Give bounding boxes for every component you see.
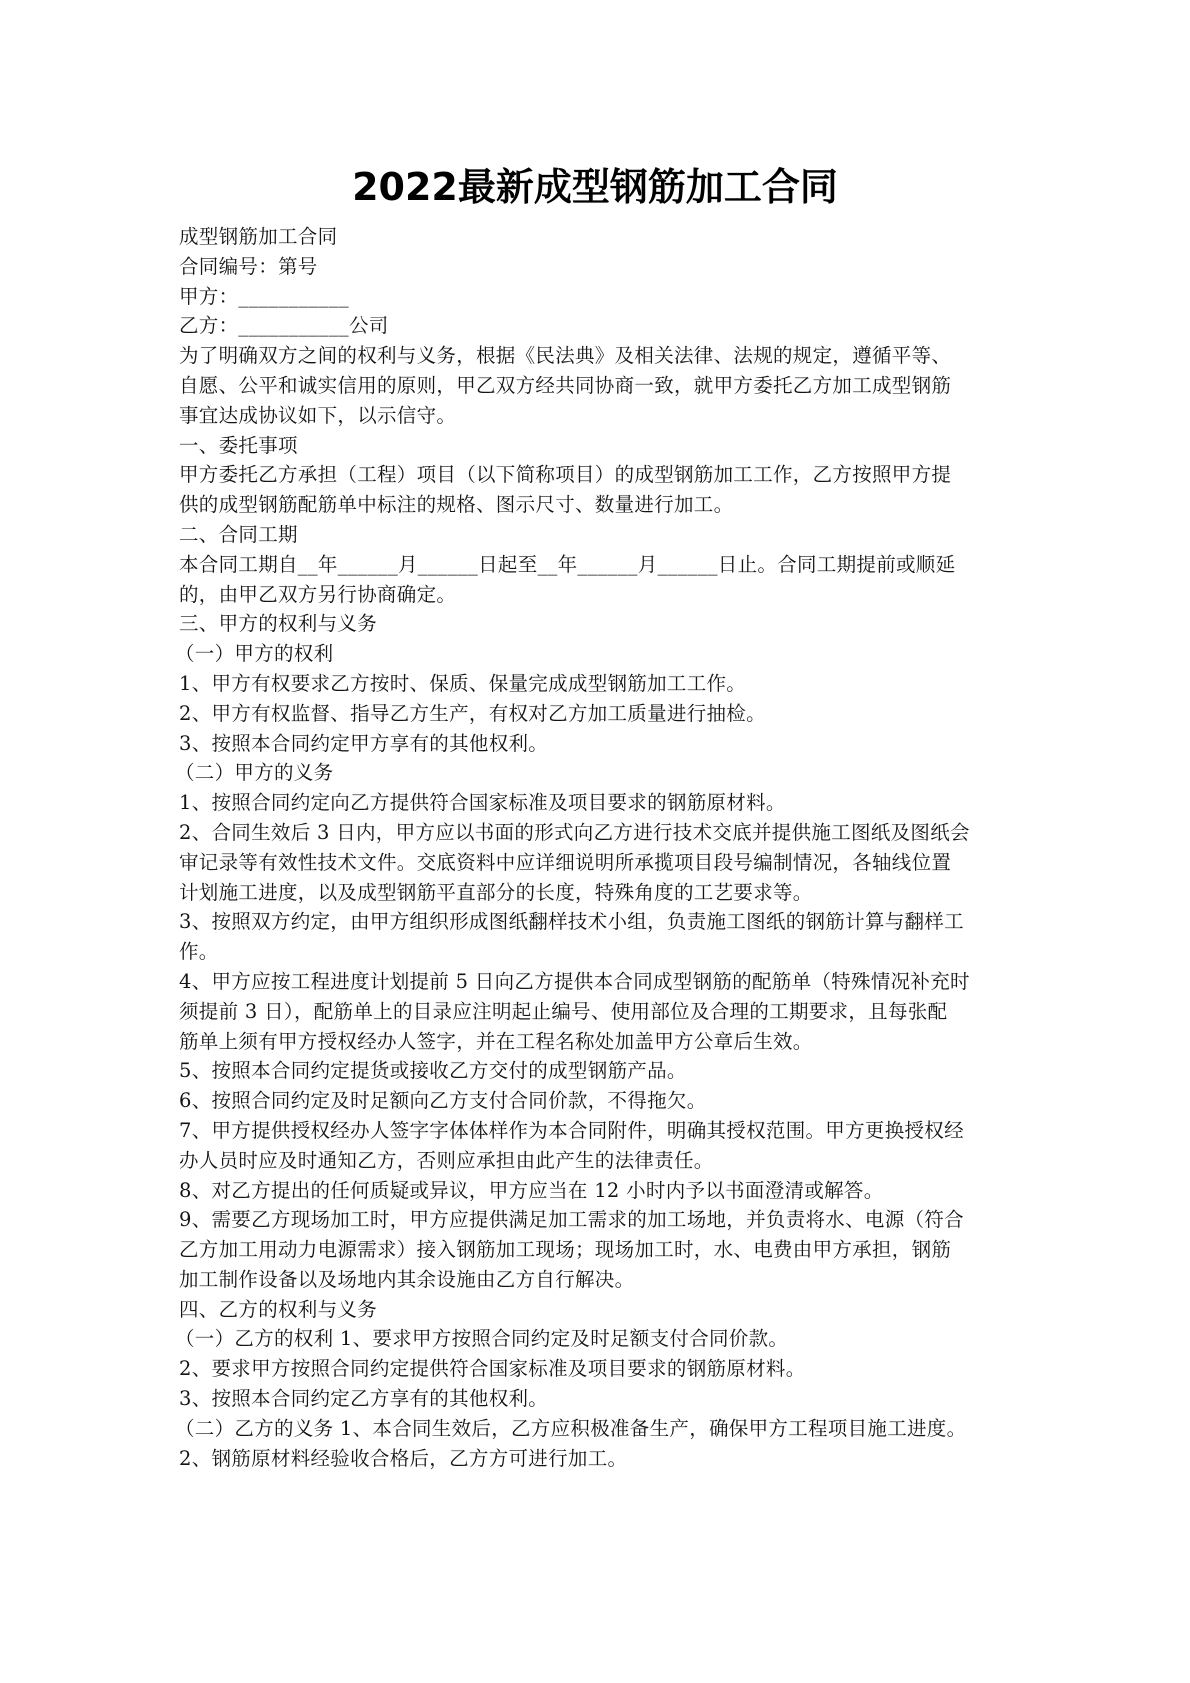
contract-number-line: 合同编号：第号: [179, 254, 318, 278]
preamble-line: 为了明确双方之间的权利与义务，根据《民法典》及相关法律、法规的规定，遵循平等、: [179, 344, 952, 368]
subsection-heading: （一）甲方的权利: [175, 642, 334, 666]
list-item-continuation: 筋单上须有甲方授权经办人签字，并在工程名称处加盖甲方公章后生效。: [179, 1029, 813, 1053]
paragraph-line: 本合同工期自__年______月______日起至__年______月______日止。合同工期提前或顺延: [179, 552, 956, 576]
preamble-line: 自愿、公平和诚实信用的原则，甲乙双方经共同协商一致，就甲方委托乙方加工成型钢筋: [179, 373, 952, 397]
list-item: 6、按照合同约定及时足额向乙方支付合同价款，不得拖欠。: [179, 1089, 707, 1113]
list-item: 2、甲方有权监督、指导乙方生产，有权对乙方加工质量进行抽检。: [179, 701, 766, 725]
list-item-continuation: 乙方加工用动力电源需求）接入钢筋加工现场；现场加工时，水、电费由甲方承担，钢筋: [179, 1238, 952, 1262]
subsection-heading: （二）乙方的义务 1、本合同生效后，乙方应积极准备生产，确保甲方工程项目施工进度。: [175, 1416, 967, 1440]
list-item: 2、合同生效后 3 日内，甲方应以书面的形式向乙方进行技术交底并提供施工图纸及图纸会: [179, 820, 970, 844]
list-item-continuation: 审记录等有效性技术文件。交底资料中应详细说明所承揽项目段号编制情况，各轴线位置: [179, 850, 952, 874]
party-b-line: 乙方：___________公司: [179, 314, 389, 338]
list-item: 1、按照合同约定向乙方提供符合国家标准及项目要求的钢筋原材料。: [179, 791, 786, 815]
list-item: 3、按照本合同约定乙方享有的其他权利。: [179, 1387, 549, 1411]
subtitle-line: 成型钢筋加工合同: [179, 225, 338, 248]
subsection-heading: （一）乙方的权利 1、要求甲方按照合同约定及时足额支付合同价款。: [175, 1327, 789, 1351]
document-title: 2022最新成型钢筋加工合同: [352, 165, 838, 209]
list-item-continuation: 计划施工进度，以及成型钢筋平直部分的长度，特殊角度的工艺要求等。: [179, 880, 813, 904]
list-item-continuation: 须提前 3 日），配筋单上的目录应注明起止编号、使用部位及合理的工期要求，且每张配: [179, 999, 948, 1023]
list-item: 2、要求甲方按照合同约定提供符合国家标准及项目要求的钢筋原材料。: [179, 1357, 806, 1381]
preamble-line: 事宜达成协议如下，以示信守。: [179, 403, 457, 427]
list-item: 9、需要乙方现场加工时，甲方应提供满足加工需求的加工场地，并负责将水、电源（符合: [179, 1208, 964, 1232]
list-item: 7、甲方提供授权经办人签字字体体样作为本合同附件，明确其授权范围。甲方更换授权经: [179, 1118, 964, 1142]
list-item: 3、按照本合同约定甲方享有的其他权利。: [179, 731, 549, 755]
section-heading-4: 四、乙方的权利与义务: [179, 1297, 378, 1321]
paragraph-line: 的，由甲乙双方另行协商确定。: [179, 582, 457, 606]
list-item: 8、对乙方提出的任何质疑或异议，甲方应当在 12 小时内予以书面澄清或解答。: [179, 1178, 884, 1202]
list-item-continuation: 加工制作设备以及场地内其余设施由乙方自行解决。: [179, 1267, 635, 1291]
paragraph-line: 甲方委托乙方承担（工程）项目（以下简称项目）的成型钢筋加工工作，乙方按照甲方提: [179, 463, 952, 487]
party-a-line: 甲方：___________: [179, 284, 349, 308]
section-heading-1: 一、委托事项: [179, 433, 298, 457]
list-item: 5、按照本合同约定提货或接收乙方交付的成型钢筋产品。: [179, 1059, 687, 1083]
list-item-continuation: 作。: [179, 940, 219, 964]
document-body: [175, 222, 1019, 1473]
list-item-continuation: 办人员时应及时通知乙方，否则应承担由此产生的法律责任。: [179, 1148, 714, 1172]
section-heading-2: 二、合同工期: [179, 522, 298, 546]
list-item: 4、甲方应按工程进度计划提前 5 日向乙方提供本合同成型钢筋的配筋单（特殊情况补充时: [179, 969, 970, 993]
list-item: 1、甲方有权要求乙方按时、保质、保量完成成型钢筋加工工作。: [179, 671, 747, 695]
section-heading-3: 三、甲方的权利与义务: [179, 612, 378, 636]
paragraph-line: 供的成型钢筋配筋单中标注的规格、图示尺寸、数量进行加工。: [179, 493, 734, 517]
subsection-heading: （二）甲方的义务: [175, 761, 334, 785]
list-item: 2、钢筋原材料经验收合格后，乙方方可进行加工。: [179, 1446, 628, 1470]
list-item: 3、按照双方约定，由甲方组织形成图纸翻样技术小组，负责施工图纸的钢筋计算与翻样工: [179, 910, 964, 934]
